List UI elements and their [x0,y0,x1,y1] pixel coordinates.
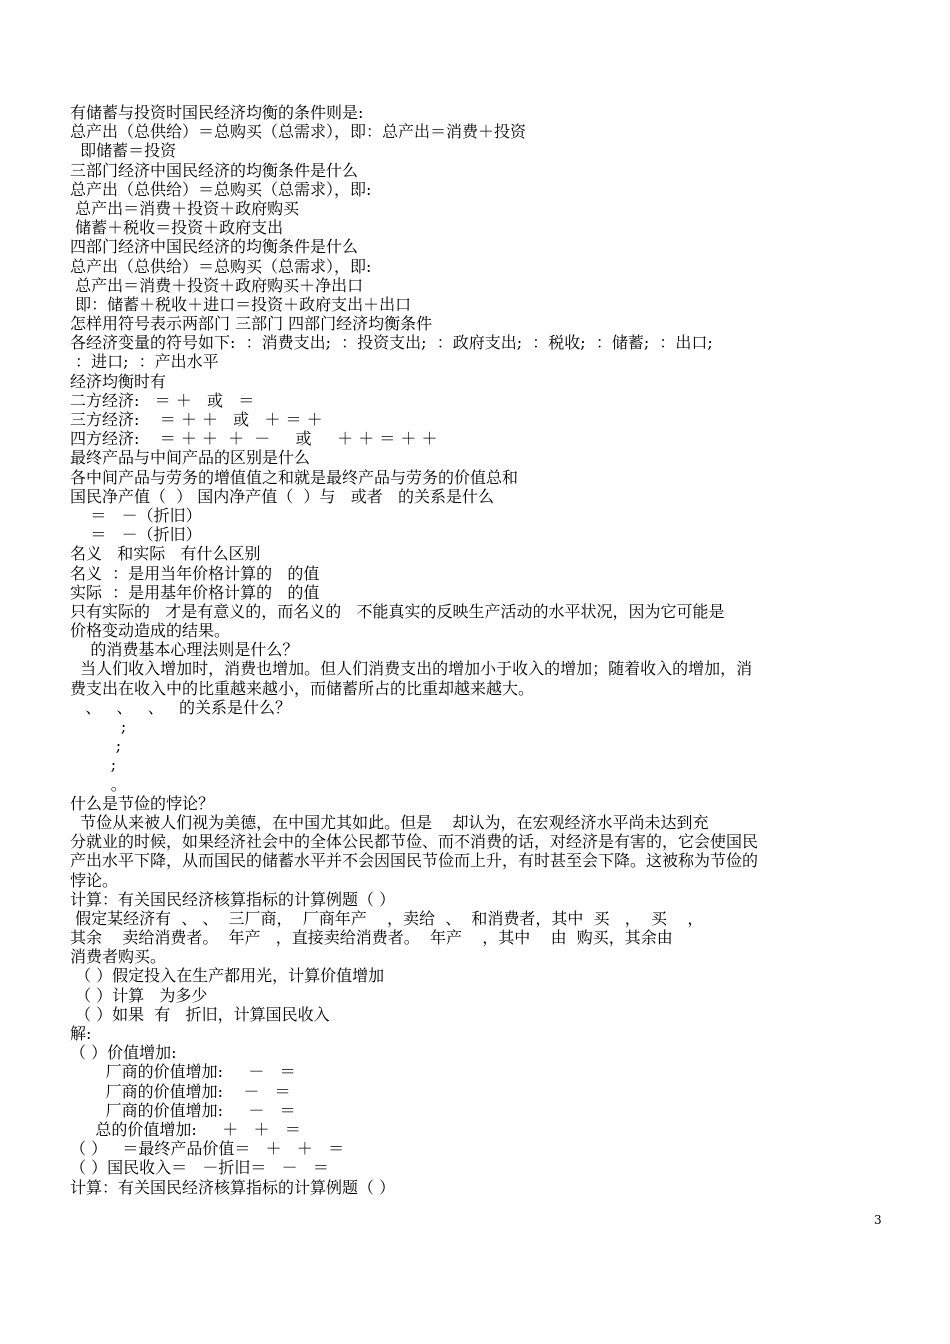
text-line: ＝ －（折旧） [70,525,202,545]
text-line: 储蓄＋税收＝投资＋政府支出 [70,218,284,238]
text-line: 消费者购买。 [70,947,167,967]
text-line: 假定某经济有 、 、 三厂商， 厂商年产 ，卖给 、 和消费者，其中 买 ， 买 ， [70,908,704,928]
text-line: 厂商的价值增加: － ＝ [70,1081,291,1101]
text-line: 总产出（总供给）＝总购买（总需求），即: [70,179,372,199]
text-line: （ ）计算 为多少 [70,985,208,1005]
text-line: 最终产品与中间产品的区别是什么 [70,448,311,468]
text-line: 总产出（总供给）＝总购买（总需求），即: [70,256,372,276]
text-line: ：进口; ：产出水平 [70,352,219,372]
text-line: 节俭从来被人们视为美德，在中国尤其如此。但是 却认为，在宏观经济水平尚未达到充 [70,812,709,832]
text-line: 四部门经济中国民经济的均衡条件是什么 [70,237,359,257]
text-line: 厂商的价值增加: － ＝ [70,1100,296,1120]
text-line: 解: [70,1024,92,1043]
document-body [70,103,885,1197]
text-line: 有储蓄与投资时国民经济均衡的条件则是: [70,103,364,122]
text-line: 怎样用符号表示两部门 三部门 四部门经济均衡条件 [70,314,433,334]
text-line: 。 [70,774,127,794]
text-line: 悖论。 [70,870,119,890]
text-line: ＝ －（折旧） [70,505,202,525]
text-line: （ ）假定投入在生产都用光，计算价值增加 [70,966,385,986]
text-line: 国民净产值（ ） 国内净产值（ ）与 或者 的关系是什么 [70,486,494,506]
text-line: 的消费基本心理法则是什么？ [70,640,299,660]
text-line: 价格变动造成的结果。 [70,621,231,641]
text-line: ; [70,717,127,736]
text-line: 三部门经济中国民经济的均衡条件是什么 [70,160,359,180]
text-line: 什么是节俭的悖论？ [70,793,215,813]
text-line: 分就业的时候，如果经济社会中的全体公民都节俭、而不消费的话，对经济是有害的，它会使国民 [70,832,759,852]
text-line: 总的价值增加: ＋ ＋ ＝ [70,1119,301,1139]
text-line: 厂商的价值增加: － ＝ [70,1062,296,1082]
text-line: 实际 ：是用基年价格计算的 的值 [70,582,320,602]
text-line: 总产出＝消费＋投资＋政府购买 [70,198,300,218]
text-line: 三方经济: ＝ ＋ ＋ 或 ＋ ＝ ＋ [70,410,323,429]
text-line: 名义 和实际 有什么区别 [70,544,261,564]
text-line: （ ）价值增加: [70,1043,177,1063]
text-line: 四方经济: ＝ ＋ ＋ ＋ － 或 ＋ ＋ ＝ ＋ ＋ [70,429,438,449]
text-line: 即储蓄＝投资 [70,141,177,161]
text-line: 计算：有关国民经济核算指标的计算例题（ ） [70,889,396,909]
text-line: 费支出在收入中的比重越来越小，而储蓄所占的比重却越来越大。 [70,678,535,698]
text-line: 名义 ：是用当年价格计算的 的值 [70,563,320,583]
text-line: 各中间产品与劳务的增值值之和就是最终产品与劳务的价值总和 [70,467,519,487]
page-number: 3 [874,1213,882,1227]
text-line: 即：储蓄＋税收＋进口＝投资＋政府支出＋出口 [70,294,412,314]
text-line: 总产出（总供给）＝总购买（总需求），即：总产出＝消费＋投资 [70,122,527,142]
text-line: （ ）如果 有 折旧，计算国民收入 [70,1004,330,1024]
text-line: 其余 卖给消费者。 年产 ，直接卖给消费者。 年产 ，其中 由 购买，其余由 [70,928,673,948]
text-line: 总产出＝消费＋投资＋政府购买＋净出口 [70,275,364,295]
text-line: 各经济变量的符号如下: ：消费支出; ：投资支出; ：政府支出; ：税收; ：储蓄; ：出口; [70,333,713,353]
text-line: （ ） ＝最终产品价值＝ ＋ ＋ ＝ [70,1139,345,1159]
text-line: 当人们收入增加时，消费也增加。但人们消费支出的增加小于收入的增加；随着收入的增加，消 [70,659,753,679]
text-line: 经济均衡时有 [70,371,167,391]
text-line: ; [70,736,122,756]
text-line: 产出水平下降，从而国民的储蓄水平并不会因国民节俭而上升，有时甚至会下降。这被称为节俭的 [70,851,759,871]
text-line: （ ）国民收入＝ －折旧＝ － ＝ [70,1158,329,1178]
text-line: 只有实际的 才是有意义的，而名义的 不能真实的反映生产活动的水平状况，因为它可能是 [70,601,725,621]
text-line: 二方经济: ＝ ＋ 或 ＝ [70,390,255,410]
text-line: 计算：有关国民经济核算指标的计算例题（ ） [70,1177,396,1197]
text-line: ; [70,755,117,775]
text-line: 、 、 、 的关系是什么？ [70,697,292,717]
